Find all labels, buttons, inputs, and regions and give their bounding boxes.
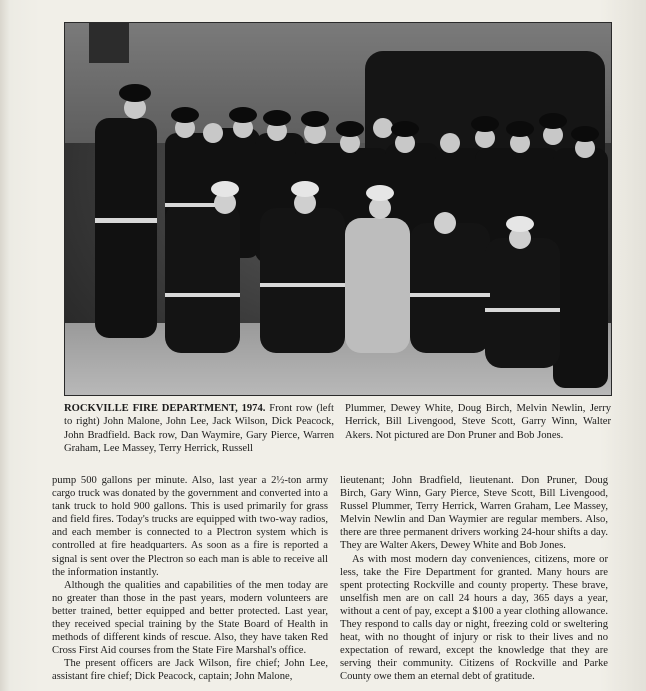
caption-text-right: Plummer, Dewey White, Doug Birch, Melvin Newlin, Jerry Herrick, Bill Livengood, Steve Scott, Garry Winn, Walter Akers. Not pictured are Don Pruner and Bob Jones. [345, 403, 611, 441]
body-column-right [340, 474, 608, 684]
caption-title: ROCKVILLE FIRE DEPARTMENT, 1974. [64, 403, 266, 414]
body-paragraph: As with most modern day conveniences, citizens, more or less, take the Fire Department for granted. Many hours are spent protecting Rockville and county property. These brave, unselfish men are on call 24 hours a day, 365 days a year, without a cent of pay, except a $100 a year clothing allowance. They respond to calls day or night, freezing cold or sweltering heat, with no thought of injury or risk to their lives and no expectation of reward, except the knowledge that they are serving their community. Citizens of Rockville and Parke County owe them an eternal debt of gratitude. [340, 553, 608, 683]
body-paragraph: lieutenant; John Bradfield, lieutenant. Don Pruner, Doug Birch, Gary Winn, Gary Pierce, Steve Scott, Bill Livengood, Russel Plummer, Terry Herrick, Warren Graham, Lee Massey, Melvin Newlin and Dan Waymier are regular members. Also, there are three permanent drivers working 24-hour shifts a day. They are Walter Akers, Dewey White and Bob Jones. [340, 475, 608, 552]
photo-caption-left [64, 402, 334, 456]
photo-caption-right [345, 402, 611, 442]
body-paragraph: Although the qualities and capabilities of the men today are no greater than those in the past years, modern volunteers are better trained, better equipped and better protected. Last year, they received special training by the State Board of Health in methods of different kinds of rescue. Also, they have taken Red Cross First Aid courses from the State Fire Marshal's office. [52, 579, 328, 657]
body-column-left [52, 474, 328, 684]
caption-text-left: Front row (left to right) John Malone, John Lee, Jack Wilson, Dick Peacock, John Bradfield. Back row, Dan Waymire, Gary Pierce, Warren Graham, Lee Massey, Terry Herrick, Russell [64, 403, 334, 455]
body-paragraph: pump 500 gallons per minute. Also, last year a 2½-ton army cargo truck was donated by the government and converted into a tank truck to hold 900 gallons. This is used primarily for grass and field fires. Today's trucks are equipped with two-way radios, and each member is connected to a Plectron system which is controlled at fire headquarters. As soon as a fire is reported a signal is sent over the Plectron so each man is able to receive all the information instantly. [52, 475, 328, 578]
photo-firemen [65, 23, 611, 395]
body-paragraph: The present officers are Jack Wilson, fire chief; John Lee, assistant fire chief; Dick Peacock, captain; John Malone, [52, 658, 328, 683]
group-photograph [64, 22, 612, 396]
